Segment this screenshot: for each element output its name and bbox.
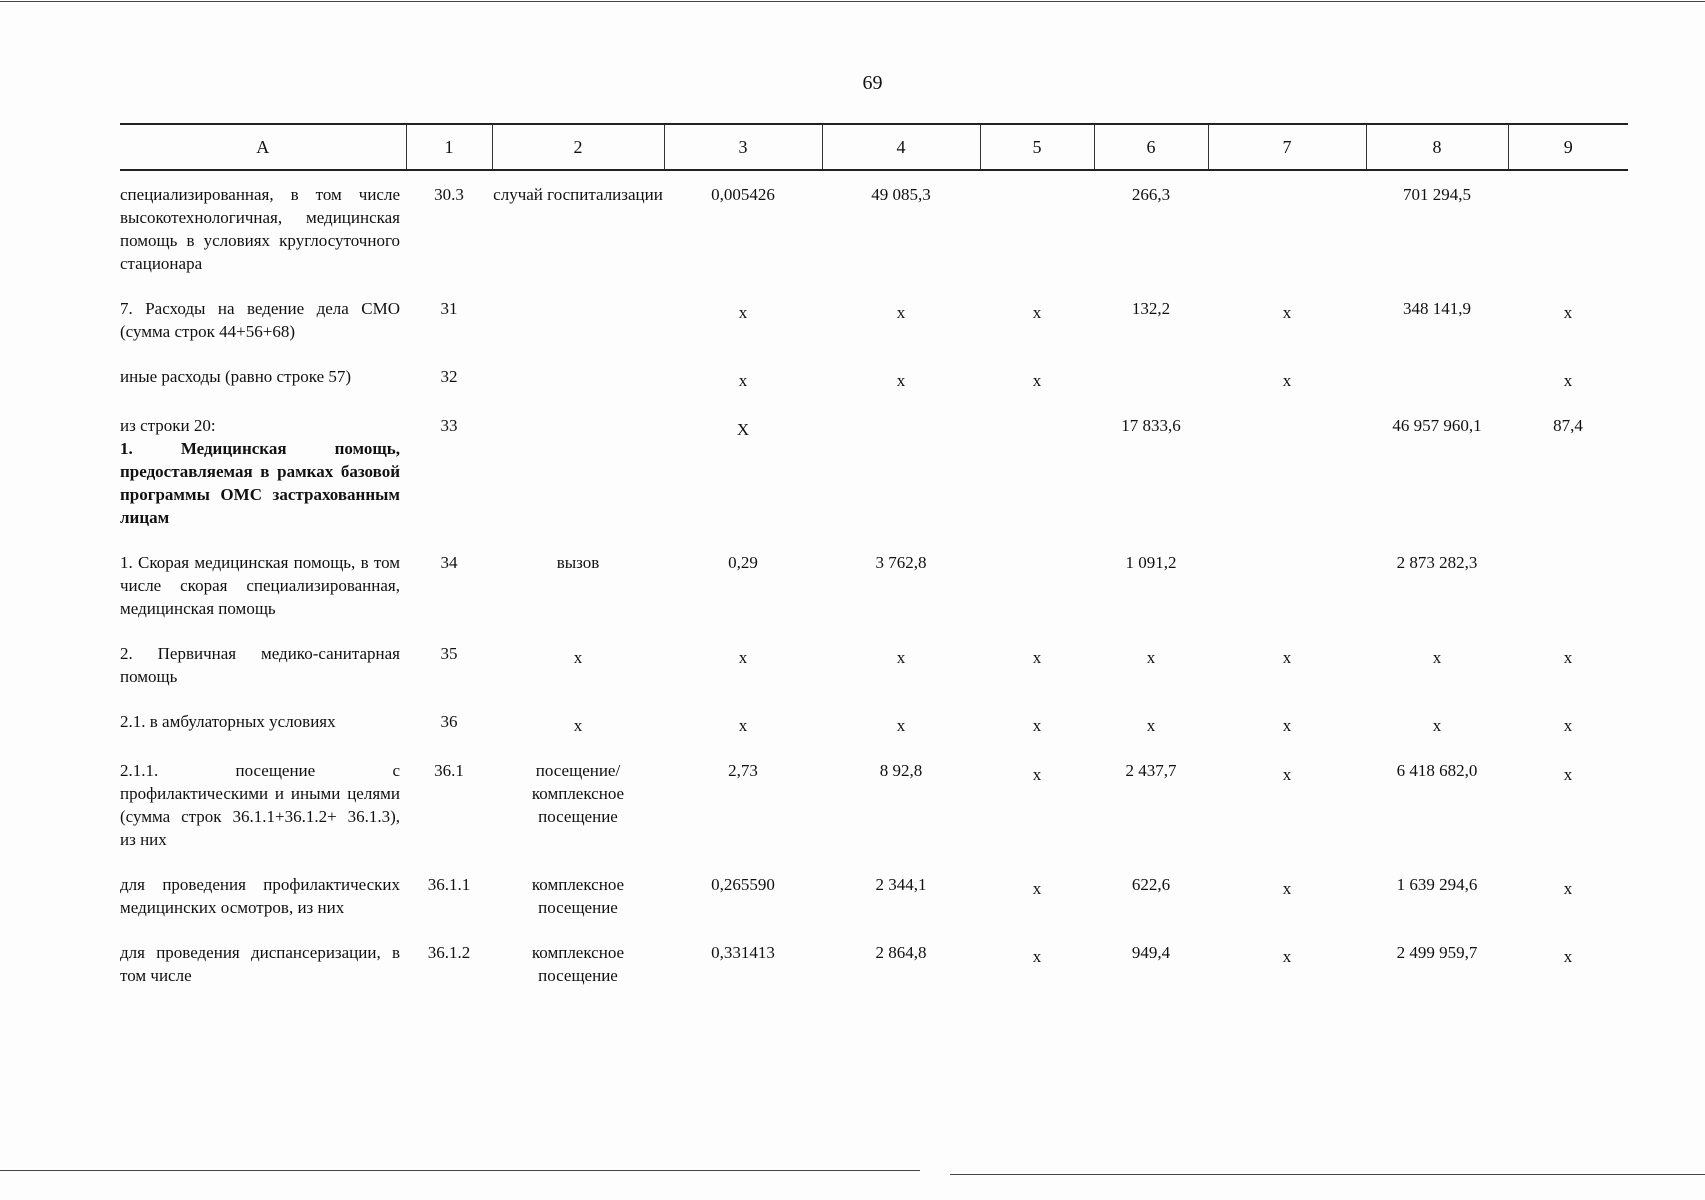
row-prefix-text: из строки 20: <box>120 416 216 435</box>
value-cell <box>492 698 664 747</box>
scan-bottom-line-right <box>950 1174 1705 1175</box>
cell-value: 0,005426 <box>711 185 775 204</box>
cell-value: 0,265590 <box>711 875 775 894</box>
cell-value: x <box>738 716 748 735</box>
cell-value: 3 762,8 <box>875 553 927 572</box>
column-header: 5 <box>980 124 1094 170</box>
cell-value: x <box>1563 947 1573 966</box>
value-cell <box>1094 747 1208 861</box>
value-cell <box>1508 698 1628 747</box>
value-cell <box>822 402 980 539</box>
value-cell <box>822 353 980 402</box>
value-cell <box>980 402 1094 539</box>
cell-value: 49 085,3 <box>871 185 931 204</box>
value-cell <box>1208 170 1366 285</box>
row-number: 36.1 <box>434 761 464 780</box>
row-number-cell <box>406 539 492 630</box>
column-header: 4 <box>822 124 980 170</box>
value-cell <box>1508 285 1628 353</box>
value-cell <box>1094 170 1208 285</box>
cell-value: x <box>573 716 583 735</box>
cell-value: 1 639 294,6 <box>1396 875 1478 894</box>
page-number: 69 <box>862 72 883 94</box>
value-cell <box>492 929 664 997</box>
cell-value: x <box>1282 879 1292 898</box>
value-cell <box>664 929 822 997</box>
row-number-cell <box>406 929 492 997</box>
row-description: 1. Скорая медицинская помощь, в том числе скорая специализированная, медицинская помощь <box>120 553 400 618</box>
value-cell <box>1208 402 1366 539</box>
row-number-cell <box>406 170 492 285</box>
cell-value: x <box>1563 648 1573 667</box>
cell-value: x <box>896 303 906 322</box>
row-description-cell <box>120 170 406 285</box>
row-number-cell <box>406 353 492 402</box>
value-cell <box>980 170 1094 285</box>
row-description-cell <box>120 539 406 630</box>
cell-value: 2 873 282,3 <box>1396 553 1478 572</box>
row-description: 1. Медицинская помощь, предоставляемая в рамках базовой программы ОМС застрахованным лицам <box>120 439 400 527</box>
table-row <box>120 353 1628 402</box>
cell-value: 2 499 959,7 <box>1396 943 1478 962</box>
value-cell <box>1366 630 1508 698</box>
value-cell <box>1094 698 1208 747</box>
row-number-cell <box>406 698 492 747</box>
value-cell <box>1208 353 1366 402</box>
value-cell <box>980 539 1094 630</box>
value-cell <box>1508 402 1628 539</box>
value-cell <box>1508 747 1628 861</box>
value-cell <box>980 929 1094 997</box>
value-cell <box>980 861 1094 929</box>
value-cell <box>492 630 664 698</box>
cell-value: x <box>1282 765 1292 784</box>
value-cell <box>1366 539 1508 630</box>
row-number-cell <box>406 747 492 861</box>
row-description: 2. Первичная медико-санитарная помощь <box>120 644 400 686</box>
cell-value: 132,2 <box>1131 299 1171 318</box>
column-header: 8 <box>1366 124 1508 170</box>
cell-value: 949,4 <box>1131 943 1171 962</box>
value-cell <box>1208 929 1366 997</box>
value-cell <box>1208 630 1366 698</box>
cell-value: 8 92,8 <box>879 761 923 780</box>
cell-value: x <box>896 716 906 735</box>
value-cell <box>1366 353 1508 402</box>
value-cell <box>1094 285 1208 353</box>
row-description-cell <box>120 353 406 402</box>
value-cell <box>492 861 664 929</box>
cell-value: 2,73 <box>728 761 758 780</box>
row-description-cell <box>120 698 406 747</box>
value-cell <box>664 747 822 861</box>
cell-value: 0,29 <box>728 553 758 572</box>
cell-value: x <box>1563 716 1573 735</box>
row-description-cell <box>120 285 406 353</box>
value-cell <box>492 353 664 402</box>
cell-value: 2 437,7 <box>1125 761 1177 780</box>
row-number: 32 <box>440 367 458 386</box>
cell-value: x <box>1432 648 1442 667</box>
value-cell <box>822 539 980 630</box>
cell-value: комплексное посещение <box>531 943 625 985</box>
row-number: 31 <box>440 299 458 318</box>
value-cell <box>1366 747 1508 861</box>
cell-value: посещение/ комплексное посещение <box>531 761 625 826</box>
row-description-cell <box>120 929 406 997</box>
cell-value: x <box>1563 765 1573 784</box>
table-row <box>120 747 1628 861</box>
row-description: 2.1. в амбулаторных условиях <box>120 712 336 731</box>
value-cell <box>664 285 822 353</box>
cell-value: x <box>1032 648 1042 667</box>
value-cell <box>492 285 664 353</box>
table-row <box>120 539 1628 630</box>
row-number-cell <box>406 402 492 539</box>
value-cell <box>492 747 664 861</box>
value-cell <box>1208 861 1366 929</box>
value-cell <box>822 747 980 861</box>
row-description-cell <box>120 861 406 929</box>
value-cell <box>1094 539 1208 630</box>
row-number: 34 <box>440 553 458 572</box>
row-number: 33 <box>440 416 458 435</box>
value-cell <box>1366 170 1508 285</box>
value-cell <box>492 170 664 285</box>
cell-value: 0,331413 <box>711 943 775 962</box>
value-cell <box>664 539 822 630</box>
value-cell <box>1094 353 1208 402</box>
cell-value: x <box>738 303 748 322</box>
row-description-cell <box>120 630 406 698</box>
cell-value: x <box>738 648 748 667</box>
value-cell <box>980 698 1094 747</box>
cell-value: x <box>738 371 748 390</box>
row-number: 36 <box>440 712 458 731</box>
cell-value: 622,6 <box>1131 875 1171 894</box>
scan-bottom-line-left <box>0 1170 920 1171</box>
cell-value: комплексное посещение <box>531 875 625 917</box>
value-cell <box>822 861 980 929</box>
table-row <box>120 929 1628 997</box>
value-cell <box>1366 285 1508 353</box>
value-cell <box>1366 698 1508 747</box>
cell-value: случай госпитализации <box>493 185 663 204</box>
cell-value: x <box>1282 371 1292 390</box>
cell-value: 2 864,8 <box>875 943 927 962</box>
value-cell <box>1508 861 1628 929</box>
row-description: для проведения диспансеризации, в том числе <box>120 943 400 985</box>
value-cell <box>980 747 1094 861</box>
row-description: иные расходы (равно строке 57) <box>120 367 352 386</box>
value-cell <box>822 630 980 698</box>
column-header: 3 <box>664 124 822 170</box>
cell-value: вызов <box>556 553 600 572</box>
value-cell <box>1508 353 1628 402</box>
cell-value: x <box>1282 716 1292 735</box>
cell-value: x <box>1032 879 1042 898</box>
cell-value: x <box>573 648 583 667</box>
column-header: 2 <box>492 124 664 170</box>
cell-value: x <box>1032 371 1042 390</box>
value-cell <box>664 630 822 698</box>
value-cell <box>1508 539 1628 630</box>
value-cell <box>664 861 822 929</box>
table-row <box>120 285 1628 353</box>
value-cell <box>1208 698 1366 747</box>
row-description: для проведения профилактических медицинских осмотров, из них <box>120 875 400 917</box>
value-cell <box>492 402 664 539</box>
cell-value: x <box>1282 303 1292 322</box>
column-header: 1 <box>406 124 492 170</box>
cell-value: 87,4 <box>1553 416 1583 435</box>
cell-value: 348 141,9 <box>1403 299 1471 318</box>
row-number: 30.3 <box>434 185 464 204</box>
row-description-cell <box>120 747 406 861</box>
table-row <box>120 170 1628 285</box>
column-header: А <box>120 124 406 170</box>
cell-value: 6 418 682,0 <box>1396 761 1478 780</box>
value-cell <box>664 353 822 402</box>
column-header: 9 <box>1508 124 1628 170</box>
value-cell <box>1366 402 1508 539</box>
cell-value: x <box>1032 303 1042 322</box>
table-row <box>120 630 1628 698</box>
cell-value: x <box>1563 879 1573 898</box>
row-number-cell <box>406 285 492 353</box>
value-cell <box>1508 630 1628 698</box>
table-row <box>120 402 1628 539</box>
row-description: 2.1.1. посещение с профилактическими и иными целями (сумма строк 36.1.1+36.1.2+ 36.1.3), из них <box>120 761 400 849</box>
value-cell <box>1094 630 1208 698</box>
value-cell <box>1208 747 1366 861</box>
value-cell <box>1208 285 1366 353</box>
row-number: 36.1.1 <box>427 875 471 894</box>
cell-value: 1 091,2 <box>1125 553 1177 572</box>
cell-value: 17 833,6 <box>1121 416 1181 435</box>
value-cell <box>980 353 1094 402</box>
value-cell <box>822 698 980 747</box>
cell-value: x <box>1282 648 1292 667</box>
cell-value: x <box>1146 648 1156 667</box>
cell-value: 46 957 960,1 <box>1392 416 1482 435</box>
row-description: 7. Расходы на ведение дела СМО (сумма строк 44+56+68) <box>120 299 400 341</box>
scan-top-line <box>0 1 1705 2</box>
cell-value: x <box>1563 303 1573 322</box>
value-cell <box>1508 929 1628 997</box>
row-number-cell <box>406 630 492 698</box>
value-cell <box>980 630 1094 698</box>
value-cell <box>822 170 980 285</box>
cell-value: x <box>896 371 906 390</box>
cell-value: 266,3 <box>1131 185 1171 204</box>
cell-value: x <box>1282 947 1292 966</box>
cell-value: x <box>1032 765 1042 784</box>
value-cell <box>980 285 1094 353</box>
value-cell <box>664 402 822 539</box>
row-number: 36.1.2 <box>427 943 471 962</box>
table-row <box>120 861 1628 929</box>
value-cell <box>1366 929 1508 997</box>
row-number-cell <box>406 861 492 929</box>
value-cell <box>1094 861 1208 929</box>
cell-value: X <box>736 420 750 439</box>
cell-value: x <box>1032 716 1042 735</box>
row-number: 35 <box>440 644 458 663</box>
value-cell <box>664 170 822 285</box>
data-table <box>120 123 1628 997</box>
value-cell <box>492 539 664 630</box>
table-row <box>120 698 1628 747</box>
value-cell <box>1366 861 1508 929</box>
cell-value: x <box>1432 716 1442 735</box>
value-cell <box>1208 539 1366 630</box>
header-row <box>120 124 1628 170</box>
value-cell <box>822 929 980 997</box>
row-description: специализированная, в том числе высокотехнологичная, медицинская помощь в условиях круглосуточного стационара <box>120 185 400 273</box>
cell-value: 701 294,5 <box>1403 185 1471 204</box>
cell-value: x <box>1146 716 1156 735</box>
column-header: 7 <box>1208 124 1366 170</box>
value-cell <box>1094 929 1208 997</box>
column-header: 6 <box>1094 124 1208 170</box>
cell-value: x <box>1563 371 1573 390</box>
cell-value: x <box>1032 947 1042 966</box>
row-description-cell <box>120 402 406 539</box>
cell-value: 2 344,1 <box>875 875 927 894</box>
value-cell <box>1508 170 1628 285</box>
cell-value: x <box>896 648 906 667</box>
value-cell <box>822 285 980 353</box>
table-body <box>120 170 1628 997</box>
value-cell <box>664 698 822 747</box>
value-cell <box>1094 402 1208 539</box>
